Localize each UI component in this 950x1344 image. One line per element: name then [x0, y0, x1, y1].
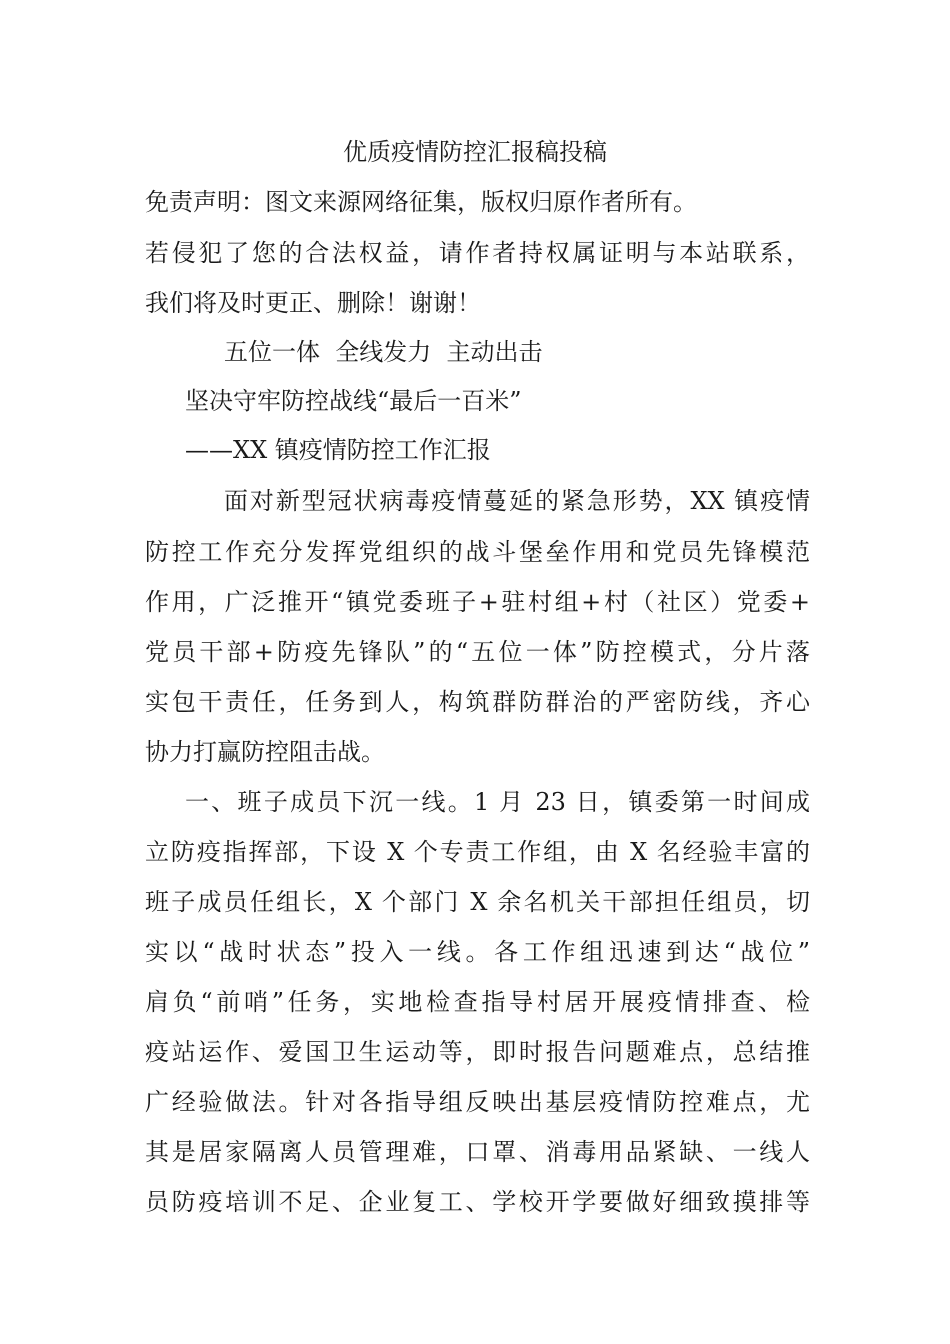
paragraph-line: 实包干责任，任务到人，构筑群防群治的严密防线，齐心 — [145, 688, 810, 716]
paragraph-line: 作用，广泛推开“镇党委班子+驻村组+村（社区）党委+ — [145, 588, 810, 616]
heading-line: 五位一体 全线发力 主动出击 — [224, 338, 543, 366]
paragraph-line: 其是居家隔离人员管理难，口罩、消毒用品紧缺、一线人 — [145, 1138, 810, 1166]
heading-line: ——XX 镇疫情防控工作汇报 — [185, 436, 491, 464]
paragraph-line: 肩负“前哨”任务，实地检查指导村居开展疫情排查、检 — [145, 988, 810, 1016]
paragraph-line: 立防疫指挥部，下设 X 个专责工作组，由 X 名经验丰富的 — [145, 838, 810, 866]
paragraph-line: 防控工作充分发挥党组织的战斗堡垒作用和党员先锋模范 — [145, 538, 810, 566]
paragraph-line: 协力打赢防控阻击战。 — [145, 738, 385, 766]
paragraph-line: 面对新型冠状病毒疫情蔓延的紧急形势，XX 镇疫情 — [224, 487, 810, 515]
paragraph-line: 班子成员任组长，X 个部门 X 余名机关干部担任组员，切 — [145, 888, 810, 916]
paragraph-line: 实以“战时状态”投入一线。各工作组迅速到达“战位” — [145, 938, 810, 966]
paragraph-line: 员防疫培训不足、企业复工、学校开学要做好细致摸排等 — [145, 1188, 810, 1216]
paragraph-line: 广经验做法。针对各指导组反映出基层疫情防控难点，尤 — [145, 1088, 810, 1116]
paragraph-line: 疫站运作、爱国卫生运动等，即时报告问题难点，总结推 — [145, 1038, 810, 1066]
disclaimer-line: 我们将及时更正、删除！谢谢！ — [145, 289, 481, 317]
paragraph-line: 一、班子成员下沉一线。1 月 23 日，镇委第一时间成 — [185, 788, 810, 816]
paragraph-line: 党员干部+防疫先锋队”的“五位一体”防控模式，分片落 — [145, 638, 810, 666]
disclaimer-line: 若侵犯了您的合法权益，请作者持权属证明与本站联系， — [145, 239, 810, 267]
disclaimer-line: 免责声明：图文来源网络征集，版权归原作者所有。 — [145, 188, 697, 216]
document-title: 优质疫情防控汇报稿投稿 — [343, 138, 607, 166]
heading-line: 坚决守牢防控战线“最后一百米” — [185, 387, 522, 415]
